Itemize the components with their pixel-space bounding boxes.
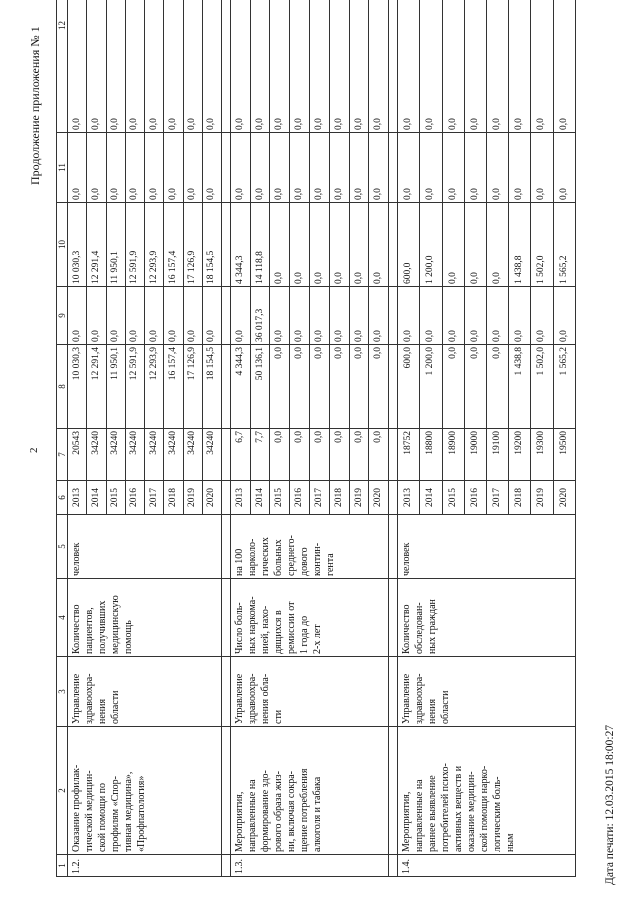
other-funding-cell: 0,0 [420, 0, 442, 133]
separator-cell [222, 0, 231, 133]
other-funding-cell: 0,0 [349, 0, 369, 133]
program-measures-table [56, 0, 576, 877]
group-separator [222, 0, 231, 877]
federal-funding-cell: 36 017,3 [250, 287, 270, 345]
col-header: 2 [57, 727, 68, 855]
regional-funding-cell: 1 502,0 [531, 203, 553, 287]
local-funding-cell: 0,0 [442, 133, 464, 203]
year-cell: 2014 [250, 481, 270, 515]
regional-funding-cell: 0,0 [442, 203, 464, 287]
regional-funding-cell: 0,0 [369, 203, 389, 287]
indicator-value-cell: 0,0 [369, 429, 389, 481]
local-funding-cell: 0,0 [125, 133, 144, 203]
federal-funding-cell: 0,0 [87, 287, 106, 345]
federal-funding-cell: 0,0 [349, 287, 369, 345]
federal-funding-cell: 0,0 [183, 287, 202, 345]
col-header: 11 [57, 133, 68, 203]
separator-cell [389, 657, 398, 727]
other-funding-cell: 0,0 [369, 0, 389, 133]
separator-cell [389, 133, 398, 203]
year-cell: 2019 [183, 481, 202, 515]
separator-cell [222, 855, 231, 877]
other-funding-cell: 0,0 [290, 0, 310, 133]
funding-total-cell: 12 591,9 [125, 345, 144, 429]
regional-funding-cell: 11 950,1 [106, 203, 125, 287]
year-cell: 2013 [68, 481, 87, 515]
federal-funding-cell: 0,0 [329, 287, 349, 345]
funding-total-cell: 11 950,1 [106, 345, 125, 429]
col-header: 5 [57, 515, 68, 579]
local-funding-cell: 0,0 [369, 133, 389, 203]
separator-cell [389, 855, 398, 877]
local-funding-cell: 0,0 [531, 133, 553, 203]
funding-total-cell: 0,0 [349, 345, 369, 429]
indicator-value-cell: 0,0 [270, 429, 290, 481]
unit-cell: человек [68, 515, 222, 579]
local-funding-cell: 0,0 [290, 133, 310, 203]
executor-cell: Управление здравоохра- нения области [398, 657, 576, 727]
indicator-value-cell: 19200 [509, 429, 531, 481]
other-funding-cell: 0,0 [164, 0, 183, 133]
federal-funding-cell: 0,0 [442, 287, 464, 345]
regional-funding-cell: 17 126,9 [183, 203, 202, 287]
other-funding-cell: 0,0 [398, 0, 420, 133]
federal-funding-cell: 0,0 [464, 287, 486, 345]
federal-funding-cell: 0,0 [125, 287, 144, 345]
col-header: 3 [57, 657, 68, 727]
local-funding-cell: 0,0 [106, 133, 125, 203]
local-funding-cell: 0,0 [486, 133, 508, 203]
row-number-cell: 1.2. [68, 855, 222, 877]
regional-funding-cell: 12 291,4 [87, 203, 106, 287]
funding-total-cell: 0,0 [290, 345, 310, 429]
indicator-value-cell: 0,0 [329, 429, 349, 481]
regional-funding-cell: 0,0 [464, 203, 486, 287]
other-funding-cell: 0,0 [145, 0, 164, 133]
year-cell: 2016 [464, 481, 486, 515]
regional-funding-cell: 16 157,4 [164, 203, 183, 287]
funding-total-cell: 1 200,0 [420, 345, 442, 429]
col-header: 1 [57, 855, 68, 877]
local-funding-cell: 0,0 [420, 133, 442, 203]
indicator-value-cell: 34240 [125, 429, 144, 481]
year-cell: 2016 [125, 481, 144, 515]
regional-funding-cell: 1 200,0 [420, 203, 442, 287]
year-cell: 2016 [290, 481, 310, 515]
separator-cell [389, 203, 398, 287]
federal-funding-cell: 0,0 [398, 287, 420, 345]
unit-cell: человек [398, 515, 576, 579]
funding-total-cell: 600,0 [398, 345, 420, 429]
other-funding-cell: 0,0 [230, 0, 250, 133]
indicator-cell: Количество обследован- ных граждан [398, 579, 576, 657]
separator-cell [389, 481, 398, 515]
col-header: 8 [57, 345, 68, 429]
other-funding-cell: 0,0 [250, 0, 270, 133]
separator-cell [389, 0, 398, 133]
col-header: 4 [57, 579, 68, 657]
other-funding-cell: 0,0 [202, 0, 221, 133]
col-header: 10 [57, 203, 68, 287]
executor-cell: Управление здравоохра- нения области [68, 657, 222, 727]
indicator-value-cell: 19300 [531, 429, 553, 481]
group-separator [389, 0, 398, 877]
federal-funding-cell: 0,0 [290, 287, 310, 345]
year-cell: 2015 [270, 481, 290, 515]
federal-funding-cell: 0,0 [369, 287, 389, 345]
regional-funding-cell: 18 154,5 [202, 203, 221, 287]
funding-total-cell: 12 291,4 [87, 345, 106, 429]
year-cell: 2013 [398, 481, 420, 515]
federal-funding-cell: 0,0 [486, 287, 508, 345]
funding-total-cell: 18 154,5 [202, 345, 221, 429]
measure-name-cell: Оказание профилак- тической медицин- ской помощи по профилям «Спор- тивная медицина», «Профпатология» [68, 727, 222, 855]
measure-name-cell: Мероприятия, направленные на раннее выявление потребителей психо- активных веществ и оказание медицин- ской помощи нарко- логическим боль- ным [398, 727, 576, 855]
funding-total-cell: 17 126,9 [183, 345, 202, 429]
separator-cell [222, 515, 231, 579]
regional-funding-cell: 600,0 [398, 203, 420, 287]
unit-cell: на 100 нарколо- гических больных среднего- дового контин- гента [230, 515, 388, 579]
regional-funding-cell: 1 565,2 [553, 203, 575, 287]
appendix-title: Продолжение приложения № 1 [28, 26, 42, 185]
separator-cell [222, 579, 231, 657]
print-date: Дата печати: 12.03.2015 18:00:27 [604, 724, 616, 885]
other-funding-cell: 0,0 [442, 0, 464, 133]
funding-total-cell: 0,0 [442, 345, 464, 429]
indicator-value-cell: 34240 [202, 429, 221, 481]
indicator-value-cell: 34240 [164, 429, 183, 481]
table-row [398, 0, 420, 877]
local-funding-cell: 0,0 [553, 133, 575, 203]
separator-cell [222, 657, 231, 727]
year-cell: 2015 [106, 481, 125, 515]
separator-cell [389, 727, 398, 855]
local-funding-cell: 0,0 [398, 133, 420, 203]
funding-total-cell: 1 565,2 [553, 345, 575, 429]
column-header-row [57, 0, 68, 877]
local-funding-cell: 0,0 [87, 133, 106, 203]
indicator-value-cell: 18900 [442, 429, 464, 481]
regional-funding-cell: 0,0 [270, 203, 290, 287]
measure-name-cell: Мероприятия, направленные на формирование здо- рового образа жиз- ни, включая сокра- щение потребления алкоголя и табака [230, 727, 388, 855]
indicator-value-cell: 34240 [87, 429, 106, 481]
regional-funding-cell: 12 591,9 [125, 203, 144, 287]
funding-total-cell: 0,0 [329, 345, 349, 429]
indicator-value-cell: 0,0 [349, 429, 369, 481]
other-funding-cell: 0,0 [68, 0, 87, 133]
indicator-value-cell: 20543 [68, 429, 87, 481]
separator-cell [389, 579, 398, 657]
funding-total-cell: 1 438,8 [509, 345, 531, 429]
indicator-value-cell: 18752 [398, 429, 420, 481]
local-funding-cell: 0,0 [164, 133, 183, 203]
other-funding-cell: 0,0 [486, 0, 508, 133]
page-number: 2 [28, 447, 40, 453]
indicator-value-cell: 34240 [183, 429, 202, 481]
local-funding-cell: 0,0 [310, 133, 330, 203]
year-cell: 2018 [164, 481, 183, 515]
year-cell: 2017 [145, 481, 164, 515]
col-header: 6 [57, 481, 68, 515]
local-funding-cell: 0,0 [464, 133, 486, 203]
col-header: 12 [57, 0, 68, 133]
separator-cell [389, 287, 398, 345]
federal-funding-cell: 0,0 [270, 287, 290, 345]
federal-funding-cell: 0,0 [68, 287, 87, 345]
year-cell: 2020 [369, 481, 389, 515]
local-funding-cell: 0,0 [183, 133, 202, 203]
year-cell: 2014 [420, 481, 442, 515]
funding-total-cell: 0,0 [270, 345, 290, 429]
funding-total-cell: 4 344,3 [230, 345, 250, 429]
separator-cell [222, 481, 231, 515]
table-row [68, 0, 87, 877]
regional-funding-cell: 14 118,8 [250, 203, 270, 287]
year-cell: 2019 [531, 481, 553, 515]
funding-total-cell: 0,0 [464, 345, 486, 429]
separator-cell [222, 429, 231, 481]
regional-funding-cell: 0,0 [329, 203, 349, 287]
federal-funding-cell: 0,0 [230, 287, 250, 345]
separator-cell [222, 133, 231, 203]
year-cell: 2017 [486, 481, 508, 515]
regional-funding-cell: 12 293,9 [145, 203, 164, 287]
regional-funding-cell: 0,0 [290, 203, 310, 287]
table-row [230, 0, 250, 877]
federal-funding-cell: 0,0 [310, 287, 330, 345]
regional-funding-cell: 10 030,3 [68, 203, 87, 287]
other-funding-cell: 0,0 [329, 0, 349, 133]
federal-funding-cell: 0,0 [202, 287, 221, 345]
year-cell: 2018 [329, 481, 349, 515]
year-cell: 2018 [509, 481, 531, 515]
separator-cell [222, 203, 231, 287]
indicator-cell: Количество пациентов, получивших медицинскую помощь [68, 579, 222, 657]
other-funding-cell: 0,0 [531, 0, 553, 133]
indicator-value-cell: 7,7 [250, 429, 270, 481]
local-funding-cell: 0,0 [250, 133, 270, 203]
indicator-value-cell: 19500 [553, 429, 575, 481]
other-funding-cell: 0,0 [270, 0, 290, 133]
funding-total-cell: 0,0 [310, 345, 330, 429]
year-cell: 2014 [87, 481, 106, 515]
separator-cell [222, 727, 231, 855]
other-funding-cell: 0,0 [464, 0, 486, 133]
indicator-value-cell: 19100 [486, 429, 508, 481]
local-funding-cell: 0,0 [329, 133, 349, 203]
funding-total-cell: 50 136,1 [250, 345, 270, 429]
federal-funding-cell: 0,0 [509, 287, 531, 345]
local-funding-cell: 0,0 [230, 133, 250, 203]
year-cell: 2013 [230, 481, 250, 515]
other-funding-cell: 0,0 [87, 0, 106, 133]
other-funding-cell: 0,0 [125, 0, 144, 133]
other-funding-cell: 0,0 [183, 0, 202, 133]
other-funding-cell: 0,0 [106, 0, 125, 133]
funding-total-cell: 16 157,4 [164, 345, 183, 429]
year-cell: 2017 [310, 481, 330, 515]
indicator-value-cell: 34240 [106, 429, 125, 481]
regional-funding-cell: 0,0 [349, 203, 369, 287]
regional-funding-cell: 0,0 [486, 203, 508, 287]
col-header: 9 [57, 287, 68, 345]
indicator-cell: Число боль- ных наркома- нией, нахо- дящихся в ремиссии от 1 года до 2-х лет [230, 579, 388, 657]
local-funding-cell: 0,0 [68, 133, 87, 203]
indicator-value-cell: 34240 [145, 429, 164, 481]
federal-funding-cell: 0,0 [553, 287, 575, 345]
regional-funding-cell: 0,0 [310, 203, 330, 287]
regional-funding-cell: 4 344,3 [230, 203, 250, 287]
funding-total-cell: 0,0 [486, 345, 508, 429]
funding-total-cell: 12 293,9 [145, 345, 164, 429]
separator-cell [389, 515, 398, 579]
local-funding-cell: 0,0 [349, 133, 369, 203]
local-funding-cell: 0,0 [270, 133, 290, 203]
year-cell: 2020 [553, 481, 575, 515]
row-number-cell: 1.4. [398, 855, 576, 877]
year-cell: 2020 [202, 481, 221, 515]
row-number-cell: 1.3. [230, 855, 388, 877]
indicator-value-cell: 6,7 [230, 429, 250, 481]
year-cell: 2019 [349, 481, 369, 515]
local-funding-cell: 0,0 [202, 133, 221, 203]
separator-cell [389, 429, 398, 481]
funding-total-cell: 10 030,3 [68, 345, 87, 429]
funding-total-cell: 0,0 [369, 345, 389, 429]
separator-cell [389, 345, 398, 429]
separator-cell [222, 287, 231, 345]
separator-cell [222, 345, 231, 429]
indicator-value-cell: 19000 [464, 429, 486, 481]
federal-funding-cell: 0,0 [420, 287, 442, 345]
local-funding-cell: 0,0 [145, 133, 164, 203]
regional-funding-cell: 1 438,8 [509, 203, 531, 287]
other-funding-cell: 0,0 [310, 0, 330, 133]
year-cell: 2015 [442, 481, 464, 515]
local-funding-cell: 0,0 [509, 133, 531, 203]
other-funding-cell: 0,0 [509, 0, 531, 133]
other-funding-cell: 0,0 [553, 0, 575, 133]
federal-funding-cell: 0,0 [164, 287, 183, 345]
funding-total-cell: 1 502,0 [531, 345, 553, 429]
indicator-value-cell: 18800 [420, 429, 442, 481]
federal-funding-cell: 0,0 [145, 287, 164, 345]
table-body [68, 0, 576, 877]
col-header: 7 [57, 429, 68, 481]
federal-funding-cell: 0,0 [531, 287, 553, 345]
executor-cell: Управление здравоохра- нения обла- сти [230, 657, 388, 727]
federal-funding-cell: 0,0 [106, 287, 125, 345]
indicator-value-cell: 0,0 [290, 429, 310, 481]
indicator-value-cell: 0,0 [310, 429, 330, 481]
